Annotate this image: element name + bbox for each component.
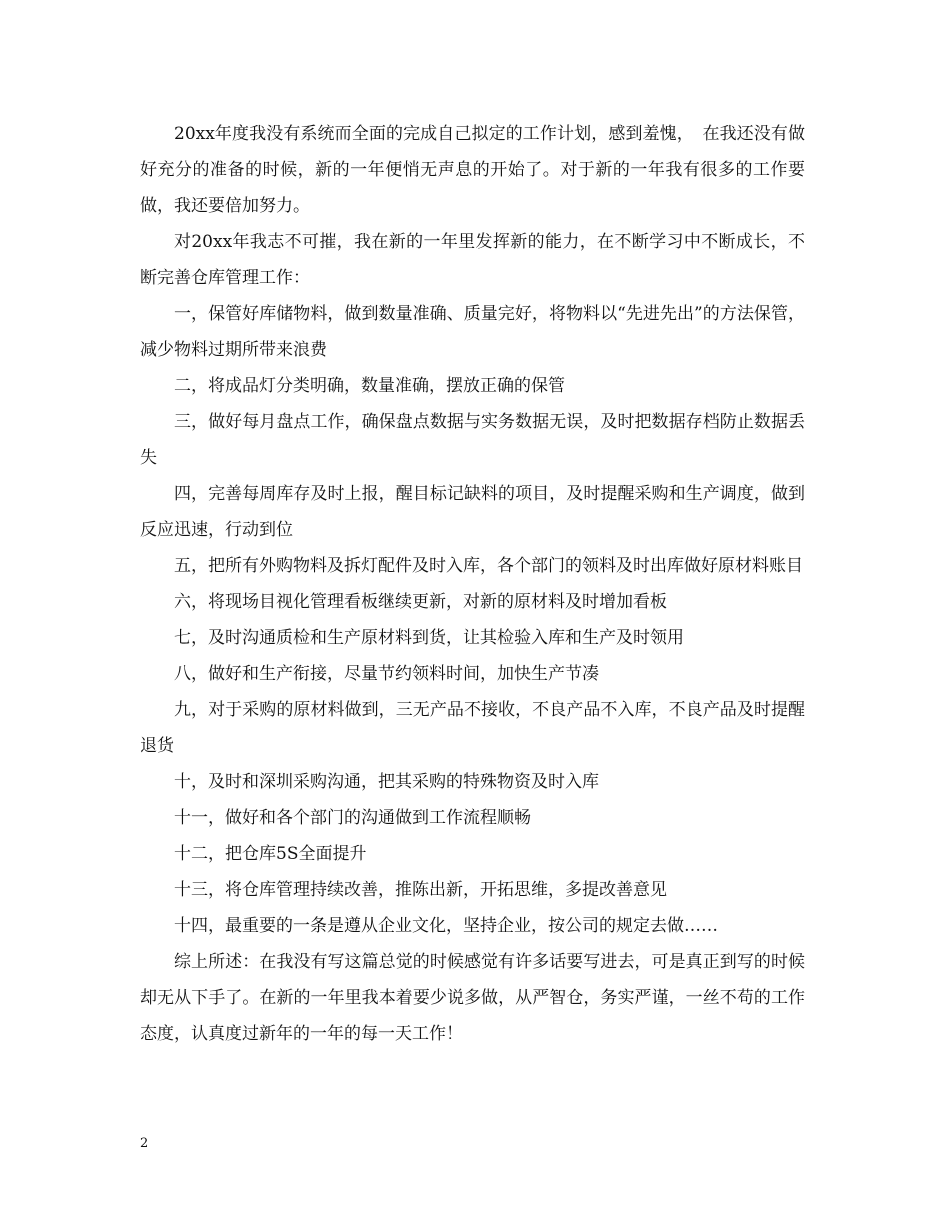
list-item-13: 十三，将仓库管理持续改善，推陈出新，开拓思维，多提改善意见 (174, 880, 667, 900)
list-item-6: 六，将现场目视化管理看板继续更新，对新的原材料及时增加看板 (174, 592, 667, 612)
list-item-2: 二，将成品灯分类明确，数量准确，摆放正确的保管 (174, 376, 565, 396)
list-item-10: 十，及时和深圳采购沟通，把其采购的特殊物资及时入库 (174, 772, 599, 792)
list-item-4: 四，完善每周库存及时上报，醒目标记缺料的项目，及时提醒采购和生产调度，做到反应迅速，行动到位 (140, 484, 805, 540)
list-item-12: 十二，把仓库5S全面提升 (174, 844, 367, 864)
list-item-11: 十一，做好和各个部门的沟通做到工作流程顺畅 (174, 808, 531, 828)
paragraph-goal: 对20xx年我志不可摧，我在新的一年里发挥新的能力，在不断学习中不断成长，不断完善仓库管理工作： (140, 232, 805, 288)
list-item-3: 三，做好每月盘点工作，确保盘点数据与实务数据无误，及时把数据存档防止数据丢失 (140, 412, 805, 468)
list-item-14: 十四，最重要的一条是遵从企业文化，坚持企业，按公司的规定去做…… (174, 916, 718, 936)
document-body (140, 116, 805, 1052)
list-item-7: 七，及时沟通质检和生产原材料到货，让其检验入库和生产及时领用 (174, 628, 684, 648)
list-item-8: 八，做好和生产衔接，尽量节约领料时间，加快生产节凑 (174, 664, 599, 684)
list-item-5: 五，把所有外购物料及拆灯配件及时入库，各个部门的领料及时出库做好原材料账目 (174, 556, 803, 576)
list-item-9: 九，对于采购的原材料做到，三无产品不接收，不良产品不入库，不良产品及时提醒退货 (140, 700, 805, 756)
list-item-1: 一，保管好库储物料，做到数量准确、质量完好，将物料以“先进先出”的方法保管，减少物料过期所带来浪费 (140, 304, 805, 360)
paragraph-summary: 综上所述：在我没有写这篇总觉的时候感觉有许多话要写进去，可是真正到写的时候却无从下手了。在新的一年里我本着要少说多做，从严智仓，务实严谨，一丝不苟的工作态度，认真度过新年的一年的每一天工作！ (140, 952, 805, 1044)
paragraph-intro: 20xx年度我没有系统而全面的完成自己拟定的工作计划，感到羞愧， 在我还没有做好充分的准备的时候，新的一年便悄无声息的开始了。对于新的一年我有很多的工作要做，我还要倍加努力。 (140, 124, 805, 216)
page-number: 2 (140, 1136, 149, 1151)
